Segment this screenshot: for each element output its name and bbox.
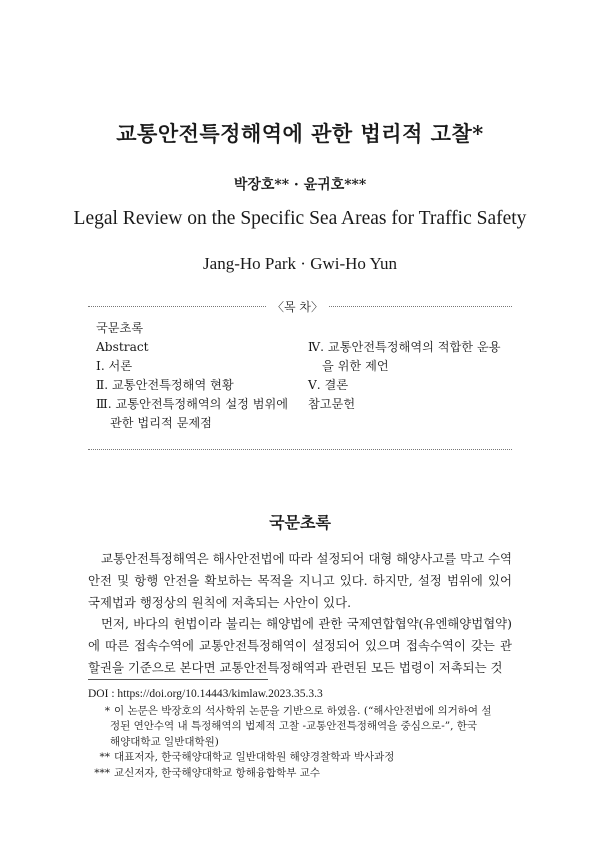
toc-item: Ⅱ. 교통안전특정해역 현황 <box>96 378 234 392</box>
toc-right-column <box>308 338 508 414</box>
footnote-line: 정된 연안수역 내 특정해역의 법제적 고찰 -교통안전특정해역을 중심으로-”, 한국 <box>110 720 478 732</box>
footnote-line: 대표저자, 한국해양대학교 일반대학원 해양경찰학과 박사과정 <box>114 751 395 763</box>
toc-heading: 〈목 차〉 <box>266 298 329 315</box>
paper-title: 교통안전특정해역에 관한 법리적 고찰* <box>116 121 484 146</box>
footnote-line: 해양대학교 일반대학원) <box>110 735 219 748</box>
toc-item: Ⅴ. 결론 <box>308 378 349 392</box>
footnote-rule <box>88 679 268 680</box>
footnote <box>88 704 518 751</box>
body-paragraph: 교통안전특정해역은 해사안전법에 따라 설정되어 대형 해양사고를 막고 수역 안전 및 항행 안전을 확보하는 목적을 지니고 있다. 하지만, 설정 범위에 있어 국제법과 행정상의 원칙에 저촉되는 사안이 있다. <box>88 551 512 610</box>
toc-item: 관한 법리적 문제점 <box>110 416 212 430</box>
paper-title-english: Legal Review on the Specific Sea Areas for Traffic Safety <box>73 208 527 229</box>
abstract-body <box>88 548 512 679</box>
toc-item: Ⅰ. 서론 <box>96 359 133 373</box>
footnote-marker: ** <box>99 751 110 763</box>
body-paragraph: 먼저, 바다의 헌법이라 불리는 해양법에 관한 국제연합협약(유엔해양법협약)에 따른 접속수역에 교통안전특정해역이 설정되어 있으며 접속수역이 갖는 관할권을 기준으로 본다면 교통안전특정해역과 관련된 모든 법령이 저촉되는 것 <box>88 616 512 675</box>
footnote <box>88 750 518 766</box>
footnote-line: 이 논문은 박장호의 석사학위 논문을 기반으로 하였음. (“해사안전법에 의거하여 설 <box>114 704 492 717</box>
author-names-english: Jang-Ho Park · Gwi-Ho Yun <box>203 254 397 273</box>
abstract-heading: 국문초록 <box>269 513 331 532</box>
author-names-korean: 박장호** · 윤귀호*** <box>233 177 367 193</box>
toc-left-column <box>96 319 306 433</box>
table-of-contents <box>88 300 512 450</box>
toc-item: Ⅲ. 교통안전특정해역의 설정 범위에 <box>96 397 289 411</box>
footnotes <box>88 687 518 781</box>
toc-item: Ⅳ. 교통안전특정해역의 적합한 운용 <box>308 340 501 354</box>
footnote-marker: * <box>104 704 110 717</box>
footnote-marker: *** <box>94 766 110 779</box>
toc-item: 을 위한 제언 <box>322 359 389 373</box>
toc-item: 국문초록 <box>96 321 144 335</box>
doi-link[interactable]: DOI : https://doi.org/10.14443/kimlaw.2023.35.3.3 <box>88 688 323 700</box>
footnote <box>88 766 518 782</box>
toc-item: Abstract <box>96 340 149 354</box>
footnote-line: 교신저자, 한국해양대학교 항해융합학부 교수 <box>114 766 321 779</box>
toc-item: 참고문헌 <box>308 397 356 411</box>
